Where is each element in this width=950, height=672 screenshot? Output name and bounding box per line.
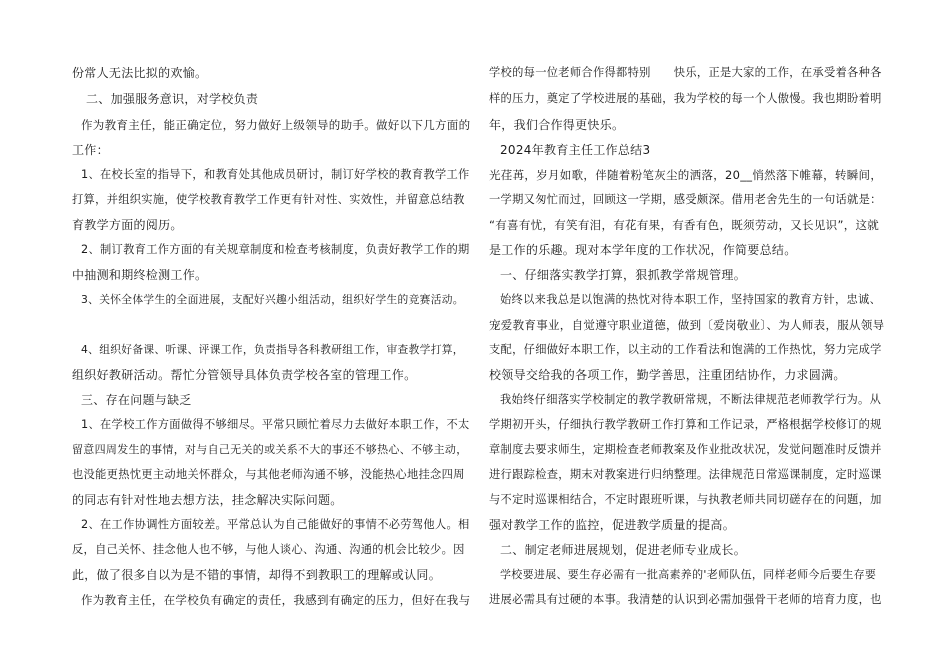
- text-line: 章制度去要求师生，定期检查老师教案及作业批改状况，发觉问题准时反馈并: [489, 443, 882, 456]
- text-line: 留意四周发生的事情，对与自己无关的或关系不大的事还不够热心、不够主动，: [72, 443, 468, 456]
- section-title: 2024年教育主任工作总结3: [500, 143, 651, 157]
- text-line: 支配，仔细做好本职工作，以主动的工作看法和饱满的工作热忱，努力完成学: [489, 343, 882, 356]
- text-line: 光荏苒，岁月如歌，伴随着粉笔灰尘的洒落，20__悄然落下帷幕，转瞬间，: [489, 168, 883, 182]
- text-line: 中抽测和期终检测工作。: [72, 268, 208, 282]
- text-line: 与不定时巡课相结合，不定时跟班听课，与执教老师共同切磋存在的问题，加: [489, 493, 882, 506]
- text-line: 年，我们合作得更快乐。: [489, 118, 625, 132]
- text-line: 样的压力，奠定了学校进展的基础，我为学校的每一个人傲慢。我也期盼着明: [489, 92, 882, 105]
- text-line: 组织好教研活动。帮忙分管领导具体负责学校各室的管理工作。: [72, 368, 417, 382]
- text-line: 打算，并组织实施，使学校教育教学工作更有针对性、实效性，并留意总结教: [72, 193, 465, 206]
- text-line: 学期初开头，仔细执行教学教研工作打算和工作记录，严格根据学校修订的规: [489, 418, 882, 431]
- text-line: 进展必需具有过硬的本事。我清楚的认识到必需加强骨干老师的培育力度，也: [489, 593, 882, 606]
- text-line: 工作：: [72, 143, 109, 157]
- section-heading: 二、加强服务意识，对学校负责: [86, 92, 259, 106]
- text-line: 宠爱教育事业，自觉遵守职业道德，做到〔爱岗敬业〕、为人师表，服从领导: [489, 318, 885, 332]
- text-line: 2、在工作协调性方面较差。平常总认为自己能做好的事情不必劳驾他人。相: [81, 518, 470, 531]
- text-line: 学校要进展、要生存必需有一批高素养的'老师队伍，同样老师今后要生存要: [500, 568, 877, 581]
- text-line: 一学期又匆忙而过，回顾这一学期，感受颇深。借用老舍先生的一句话就是：: [489, 193, 882, 206]
- text-line: “有喜有忧，有笑有泪，有花有果，有香有色，既须劳动，又长见识”，这就: [489, 218, 880, 232]
- section-heading: 一、仔细落实教学打算，狠抓教学常规管理。: [500, 268, 747, 282]
- section-heading: 三、存在问题与缺乏: [81, 393, 192, 407]
- text-line: 我始终仔细落实学校制定的教学教研常规，不断法律规范老师教学行为。从: [500, 393, 882, 406]
- text-line: 3、关怀全体学生的全面进展，支配好兴趣小组活动，组织好学生的竞赛活动。: [81, 293, 464, 306]
- text-line: 1、在校长室的指导下，和教育处其他成员研讨，制订好学校的教育教学工作: [81, 168, 470, 181]
- text-line: 强对教学工作的监控，促进教学质量的提高。: [489, 518, 736, 532]
- section-heading: 二、制定老师进展规划，促进老师专业成长。: [500, 543, 747, 557]
- text-line: 作为教育主任，在学校负有确定的责任，我感到有确定的压力，但好在我与: [81, 593, 471, 607]
- text-line: 此，做了很多自以为是不错的事情，却得不到教职工的理解或认同。: [72, 568, 442, 582]
- text-line: 学校的每一位老师合作得都特别 快乐，正是大家的工作，在承受着各种各: [489, 66, 882, 79]
- text-line: 育教学方面的阅历。: [72, 218, 183, 232]
- text-line: 1、在学校工作方面做得不够细尽。平常只顾忙着尽力去做好本职工作，不太: [81, 418, 470, 431]
- text-line: 校领导交给我的各项工作，勤学善思，注重团结协作，力求圆满。: [489, 368, 846, 382]
- text-line: 也没能更热忱更主动地关怀群众，与其他老师沟通不够，没能热心地挂念四周: [72, 468, 465, 481]
- text-line: 作为教育主任，能正确定位，努力做好上级领导的助手。做好以下几方面的: [81, 118, 471, 132]
- text-line: 进行跟踪检查，期末对教案进行归纳整理。法律规范日常巡课制度，定时巡课: [489, 468, 882, 481]
- text-line: 反，自己关怀、挂念他人也不够，与他人谈心、沟通、沟通的机会比较少。因: [72, 543, 465, 556]
- text-line: 份常人无法比拟的欢愉。: [72, 66, 208, 80]
- text-line: 是工作的乐趣。现对本学年度的工作状况，作简要总结。: [489, 243, 797, 257]
- text-line: 4、组织好备课、听课、评课工作，负责指导各科教研组工作，审查教学打算，: [81, 343, 464, 356]
- text-line: 2、制订教育工作方面的有关规章制度和检查考核制度，负责好教学工作的期: [81, 243, 470, 256]
- text-line: 始终以来我总是以饱满的热忱对待本职工作，坚持国家的教育方针，忠诚、: [500, 293, 882, 306]
- text-line: 的同志有针对性地去想方法，挂念解决实际问题。: [72, 493, 343, 507]
